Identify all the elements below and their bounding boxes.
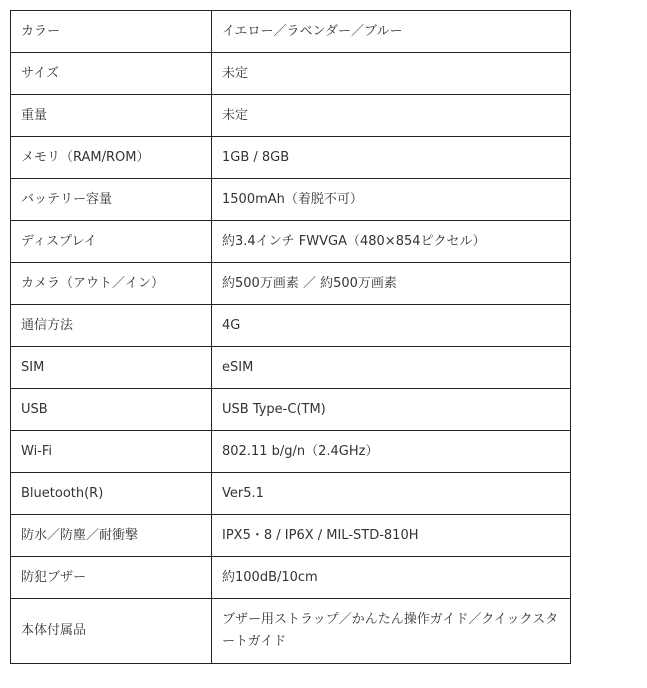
table-row: [11, 137, 571, 179]
row-value: eSIM: [212, 347, 571, 389]
table-row: [11, 11, 571, 53]
row-label: カラー: [11, 11, 212, 53]
table-row: [11, 347, 571, 389]
row-value: イエロー／ラベンダー／ブルー: [212, 11, 571, 53]
table-row: [11, 263, 571, 305]
table-row: [11, 473, 571, 515]
row-value: 802.11 b/g/n（2.4GHz）: [212, 431, 571, 473]
row-label: カメラ（アウト／イン）: [11, 263, 212, 305]
row-value: 1500mAh（着脱不可）: [212, 179, 571, 221]
row-value: 約3.4インチ FWVGA（480×854ピクセル）: [212, 221, 571, 263]
row-value: IPX5・8 / IP6X / MIL-STD-810H: [212, 515, 571, 557]
row-label: メモリ（RAM/ROM）: [11, 137, 212, 179]
row-value: 1GB / 8GB: [212, 137, 571, 179]
table-row: [11, 389, 571, 431]
table-row: [11, 599, 571, 664]
table-row: [11, 95, 571, 137]
row-label: SIM: [11, 347, 212, 389]
row-label: 防水／防塵／耐衝撃: [11, 515, 212, 557]
table-row: [11, 179, 571, 221]
row-label: USB: [11, 389, 212, 431]
row-label: Wi-Fi: [11, 431, 212, 473]
row-label: 重量: [11, 95, 212, 137]
row-label: 通信方法: [11, 305, 212, 347]
row-value: 未定: [212, 95, 571, 137]
row-label: 本体付属品: [11, 599, 212, 664]
table-row: [11, 515, 571, 557]
table-row: [11, 53, 571, 95]
table-row: [11, 431, 571, 473]
table-row: [11, 557, 571, 599]
row-label: サイズ: [11, 53, 212, 95]
row-label: バッテリー容量: [11, 179, 212, 221]
row-label: Bluetooth(R): [11, 473, 212, 515]
row-value: Ver5.1: [212, 473, 571, 515]
row-label: 防犯ブザー: [11, 557, 212, 599]
row-value: 未定: [212, 53, 571, 95]
row-value: 4G: [212, 305, 571, 347]
table-row: [11, 221, 571, 263]
row-value: 約500万画素 ／ 約500万画素: [212, 263, 571, 305]
row-value: ブザー用ストラップ／かんたん操作ガイド／クイックスタートガイド: [212, 599, 571, 664]
row-value: USB Type-C(TM): [212, 389, 571, 431]
row-value: 約100dB/10cm: [212, 557, 571, 599]
table-row: [11, 305, 571, 347]
spec-table: [10, 10, 571, 664]
row-label: ディスプレイ: [11, 221, 212, 263]
